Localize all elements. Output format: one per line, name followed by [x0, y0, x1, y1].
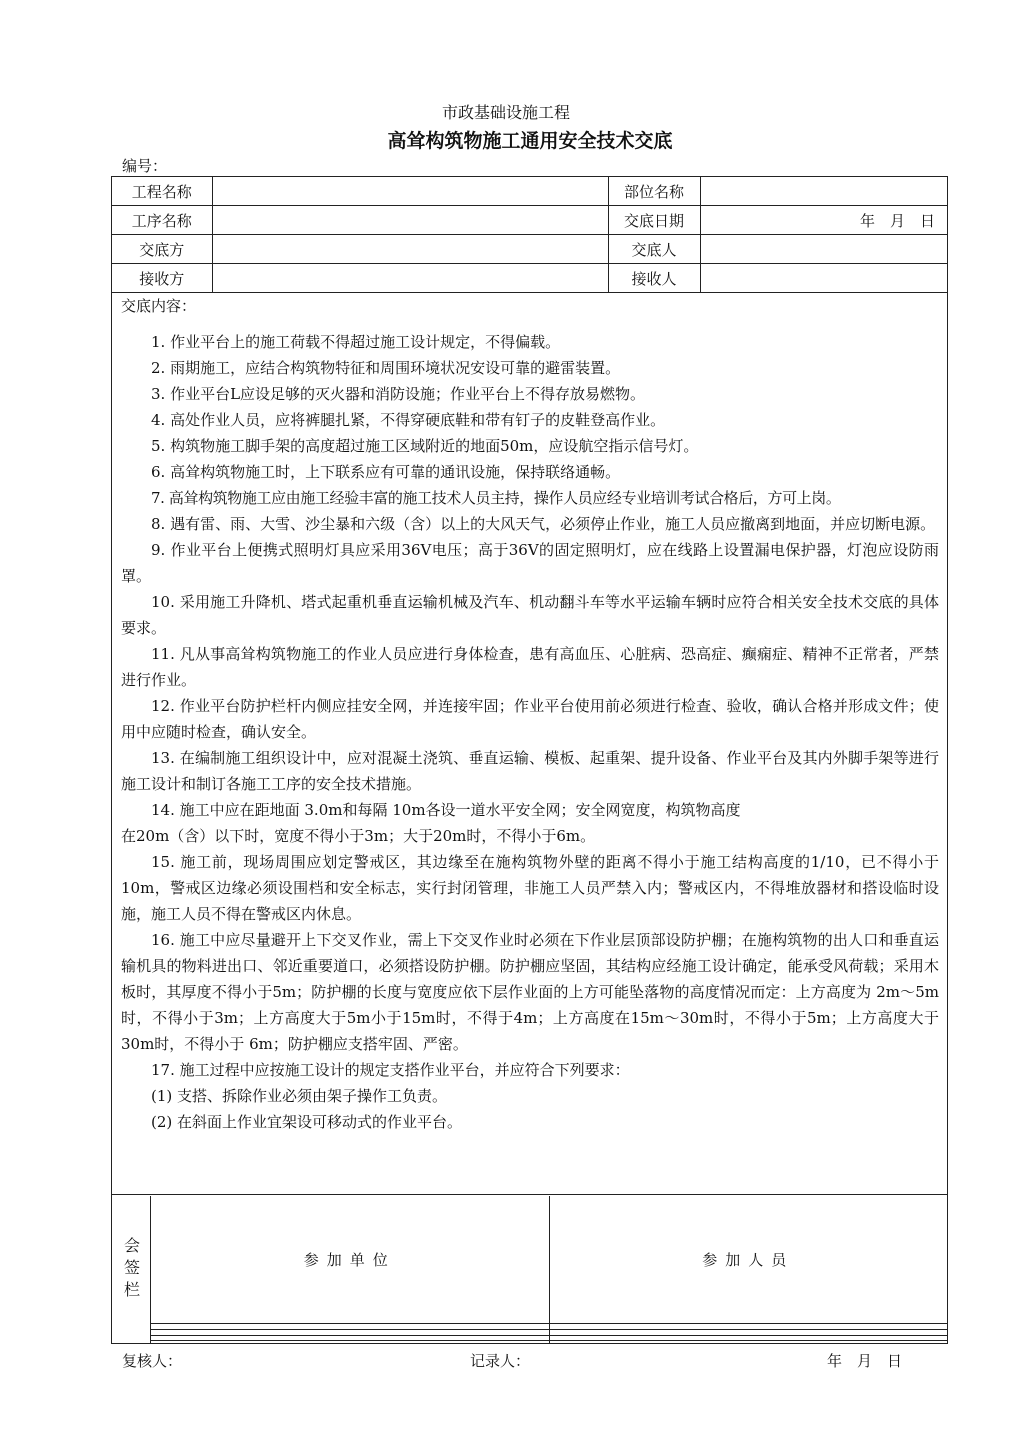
date-value[interactable]: 年 月 日 [700, 206, 947, 235]
person-column-header: 参加人员 [549, 1196, 947, 1323]
giver-person-label: 交底人 [608, 235, 700, 264]
content-item: 13. 在编制施工组织设计中，应对混凝土浇筑、垂直运输、模板、起重架、提升设备、作业平台及其内外脚手架等进行施工设计和制订各施工工序的安全技术措施。 [121, 749, 939, 793]
signoff-table [151, 1196, 947, 1344]
content-item: 10. 采用施工升降机、塔式起重机垂直运输机械及汽车、机动翻斗车等水平运输车辆时应符合相关安全技术交底的具体要求。 [121, 593, 939, 637]
serial-number-label: 编号： [122, 157, 168, 175]
process-name-label: 工序名称 [112, 206, 212, 235]
content-item: 16. 施工中应尽量避开上下交叉作业，需上下交叉作业时必须在下作业层顶部设防护棚；在施构筑物的出人口和垂直运输机具的物料进出口、邻近重要道口，必须搭设防护棚。防护棚应坚固，其结构应经施工设计确定，能承受风荷载；采用木板时，其厚度不得小于5m；防护棚的长度与宽度应依下层作业面的上方可能坠落物的高度情况而定：上方高度为 2m～5m时，不得小于3m；上方高度大于5m小于15m时，不得于4m；上方高度在15m～30m时，不得小于5m；上方高度大于 30m时，不得小于 6m；防护棚应支搭牢固、严密。 [121, 931, 939, 1053]
content-item: 在20m（含）以下时，宽度不得小于3m；大于20m时，不得小于6m。 [121, 827, 596, 845]
giver-party-label: 交底方 [112, 235, 212, 264]
info-row-receiver [112, 264, 947, 293]
content-item: 9. 作业平台上便携式照明灯具应采用36V电压；高于36V的固定照明灯，应在线路上设置漏电保护器，灯泡应设防雨罩。 [121, 541, 939, 585]
giver-person-value[interactable] [700, 235, 947, 264]
content-item: 5. 构筑物施工脚手架的高度超过施工区域附近的地面50m，应设航空指示信号灯。 [151, 437, 699, 455]
content-item: (1) 支搭、拆除作业必须由架子操作工负责。 [151, 1087, 448, 1105]
date-label: 交底日期 [608, 206, 700, 235]
content-item: 4. 高处作业人员，应将裤腿扎紧，不得穿硬底鞋和带有钉子的皮鞋登高作业。 [151, 411, 666, 429]
info-table [112, 177, 947, 293]
process-name-value[interactable] [212, 206, 608, 235]
project-name-label: 工程名称 [112, 177, 212, 206]
form-frame [111, 176, 948, 1344]
footer-date-label: 年 月 日 [827, 1352, 903, 1370]
info-row-project [112, 177, 947, 206]
signoff-row [151, 1341, 947, 1344]
reviewer-label: 复核人： [122, 1352, 183, 1370]
content-item: 12. 作业平台防护栏杆内侧应挂安全网，并连接牢固；作业平台使用前必须进行检查、验收，确认合格并形成文件；使用中应随时检查，确认安全。 [121, 697, 939, 741]
content-item: 17. 施工过程中应按施工设计的规定支搭作业平台，并应符合下列要求： [151, 1061, 630, 1079]
document-title: 高耸构筑物施工通用安全技术交底 [387, 130, 673, 152]
recorder-label: 记录人： [470, 1352, 531, 1370]
signoff-label [112, 1196, 151, 1344]
content-item: 3. 作业平台L应设足够的灭火器和消防设施；作业平台上不得存放易燃物。 [151, 385, 646, 403]
content-item: 15. 施工前，现场周围应划定警戒区，其边缘至在施构筑物外壁的距离不得小于施工结构高度的1/10，已不得小于 10m，警戒区边缘必须设围档和安全标志，实行封闭管理，非施工人员严禁入内；警戒区内，不得堆放器材和搭设临时设施，施工人员不得在警戒区内休息。 [121, 853, 939, 923]
document-footer [0, 1350, 1012, 1370]
giver-party-value[interactable] [212, 235, 608, 264]
content-item: 14. 施工中应在距地面 3.0m和每隔 10m各设一道水平安全网；安全网宽度，构筑物高度 [151, 801, 741, 819]
content-item: 7. 高耸构筑物施工应由施工经验丰富的施工技术人员主持，操作人员应经专业培训考试合格后，方可上岗。 [151, 489, 841, 507]
content-item: 6. 高耸构筑物施工时，上下联系应有可靠的通讯设施，保持联络通畅。 [151, 463, 621, 481]
content-item: 1. 作业平台上的施工荷载不得超过施工设计规定，不得偏载。 [151, 333, 561, 351]
part-name-label: 部位名称 [608, 177, 700, 206]
part-name-value[interactable] [700, 177, 947, 206]
content-item: 8. 遇有雷、雨、大雪、沙尘暴和六级（含）以上的大风天气，必须停止作业，施工人员应撤离到地面，并应切断电源。 [151, 515, 936, 533]
signoff-section [112, 1196, 947, 1344]
signoff-person-cell[interactable] [549, 1341, 947, 1344]
document-subtitle: 市政基础设施工程 [441, 103, 570, 122]
content-items [121, 329, 939, 1135]
signoff-header-row [151, 1196, 947, 1323]
receiver-party-label: 接收方 [112, 264, 212, 293]
info-row-giver [112, 235, 947, 264]
content-item: 11. 凡从事高耸构筑物施工的作业人员应进行身体检查，患有高血压、心脏病、恐高症、癫痫症、精神不正常者，严禁进行作业。 [121, 645, 939, 689]
receiver-person-label: 接收人 [608, 264, 700, 293]
content-label: 交底内容： [121, 297, 197, 315]
signoff-unit-cell[interactable] [151, 1341, 549, 1344]
signoff-label-text: 会签栏 [121, 1237, 141, 1303]
content-item: (2) 在斜面上作业宜架设可移动式的作业平台。 [151, 1113, 463, 1131]
disclosure-content [112, 291, 947, 1195]
receiver-person-value[interactable] [700, 264, 947, 293]
info-row-process [112, 206, 947, 235]
unit-column-header: 参加单位 [151, 1196, 549, 1323]
content-item: 2. 雨期施工，应结合构筑物特征和周围环境状况安设可靠的避雷装置。 [151, 359, 621, 377]
receiver-party-value[interactable] [212, 264, 608, 293]
project-name-value[interactable] [212, 177, 608, 206]
